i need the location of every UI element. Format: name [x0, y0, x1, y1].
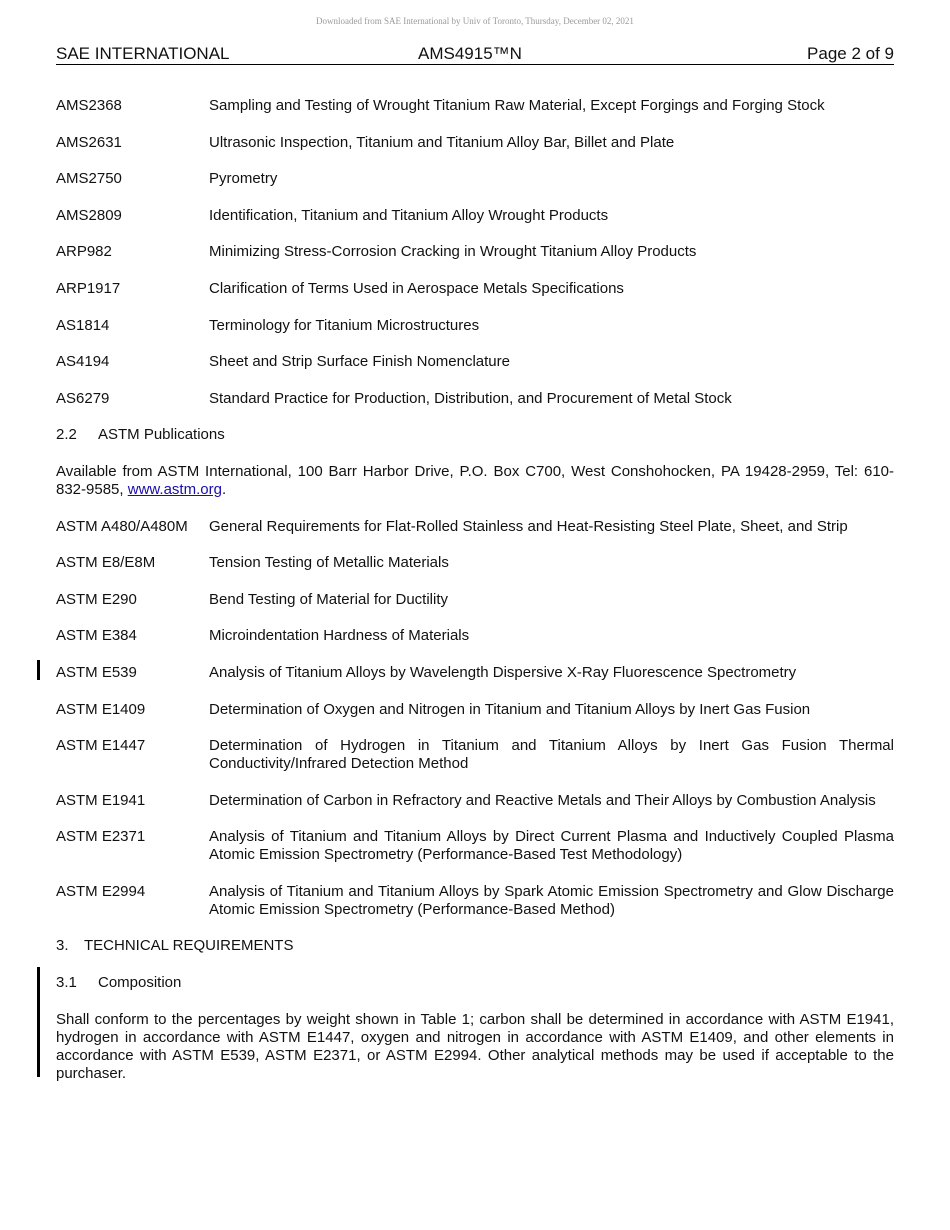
reference-row: [56, 792, 894, 810]
reference-title: Standard Practice for Production, Distribution, and Procurement of Metal Stock: [209, 389, 732, 407]
reference-row: [56, 280, 894, 298]
reference-row: [56, 518, 894, 536]
astm-intro-end: .: [221, 480, 227, 498]
section-title: Composition: [98, 974, 182, 992]
reference-code: AS4194: [56, 353, 110, 371]
reference-title: Bend Testing of Material for Ductility: [209, 590, 448, 608]
reference-code: AS1814: [56, 316, 110, 334]
reference-title: Analysis of Titanium and Titanium Alloys by Direct Current Plasma and Inductively Coupled Plasma Atomic Emission Spectrometry (Performance-Based Test Methodology): [209, 828, 894, 864]
reference-row: [56, 737, 894, 773]
reference-row: [56, 317, 894, 335]
reference-code: ASTM E1941: [56, 791, 146, 809]
reference-row: [56, 243, 894, 261]
section-2-2-heading: [56, 426, 894, 444]
astm-intro-text: Available from ASTM International, 100 Barr Harbor Drive, P.O. Box C700, West Conshohocken, PA 19428-2959, Tel: 610-832-9585,: [56, 462, 894, 498]
change-bar-composition: [37, 967, 40, 1077]
reference-row: [56, 134, 894, 152]
reference-code: ARP982: [56, 243, 112, 261]
reference-row: [56, 353, 894, 371]
section-3-heading: [56, 937, 894, 955]
reference-row: [56, 883, 894, 919]
astm-website-link[interactable]: www.astm.org: [127, 480, 222, 498]
section-number: 3.1: [56, 974, 77, 992]
astm-intro-paragraph: [56, 463, 894, 499]
reference-row: [56, 664, 894, 682]
reference-title: Ultrasonic Inspection, Titanium and Titanium Alloy Bar, Billet and Plate: [209, 133, 675, 151]
reference-code: AS6279: [56, 389, 110, 407]
astm-reference-list: [56, 518, 894, 919]
sae-reference-list: [56, 97, 894, 408]
reference-code: ASTM E8/E8M: [56, 554, 156, 572]
change-bar-e539: [37, 660, 40, 680]
reference-title: Sampling and Testing of Wrought Titanium Raw Material, Except Forgings and Forging Stock: [209, 97, 825, 114]
reference-row: [56, 390, 894, 408]
section-3-1-heading: [56, 974, 894, 992]
reference-code: ASTM E539: [56, 663, 137, 681]
header-spec-number: AMS4915™N: [418, 44, 522, 63]
reference-code: ASTM E290: [56, 590, 137, 608]
reference-title: Clarification of Terms Used in Aerospace Metals Specifications: [209, 279, 624, 297]
reference-row: [56, 828, 894, 864]
reference-title: Tension Testing of Metallic Materials: [209, 554, 449, 572]
reference-row: [56, 627, 894, 645]
reference-code: AMS2631: [56, 133, 122, 151]
reference-title: General Requirements for Flat-Rolled Stainless and Heat-Resisting Steel Plate, Sheet, and Strip: [209, 517, 848, 535]
reference-title: Determination of Oxygen and Nitrogen in Titanium and Titanium Alloys by Inert Gas Fusion: [209, 700, 811, 718]
reference-title: Determination of Carbon in Refractory and Reactive Metals and Their Alloys by Combustion Analysis: [209, 791, 876, 809]
reference-code: ASTM E1447: [56, 737, 146, 755]
section-title: ASTM Publications: [98, 426, 225, 444]
reference-code: ASTM A480/A480M: [56, 517, 188, 535]
reference-title: Minimizing Stress-Corrosion Cracking in Wrought Titanium Alloy Products: [209, 243, 697, 261]
reference-title: Pyrometry: [209, 170, 278, 188]
download-watermark: Downloaded from SAE International by Univ of Toronto, Thursday, December 02, 2021: [316, 16, 634, 26]
reference-code: AMS2368: [56, 97, 122, 114]
reference-title: Analysis of Titanium Alloys by Wavelength Dispersive X-Ray Fluorescence Spectrometry: [209, 663, 797, 681]
reference-code: ASTM E2994: [56, 882, 146, 900]
reference-code: ARP1917: [56, 279, 121, 297]
section-title: TECHNICAL REQUIREMENTS: [84, 937, 294, 955]
reference-title: Determination of Hydrogen in Titanium and Titanium Alloys by Inert Gas Fusion Thermal Conductivity/Infrared Detection Method: [209, 737, 894, 773]
reference-title: Analysis of Titanium and Titanium Alloys by Spark Atomic Emission Spectrometry and Glow Discharge Atomic Emission Spectrometry (Performance-Based Method): [209, 882, 894, 918]
reference-title: Terminology for Titanium Microstructures: [209, 316, 480, 334]
reference-row: [56, 97, 894, 115]
section-number: 2.2: [56, 426, 77, 444]
reference-code: AMS2809: [56, 206, 122, 224]
header-publisher: SAE INTERNATIONAL: [56, 44, 230, 63]
reference-code: ASTM E1409: [56, 700, 146, 718]
section-number: 3.: [56, 937, 69, 955]
page-header: [56, 44, 894, 65]
reference-code: AMS2750: [56, 170, 122, 188]
reference-title: Microindentation Hardness of Materials: [209, 627, 470, 645]
reference-row: [56, 554, 894, 572]
header-page-number: Page 2 of 9: [807, 44, 894, 63]
reference-row: [56, 207, 894, 225]
reference-title: Identification, Titanium and Titanium Alloy Wrought Products: [209, 206, 609, 224]
document-body: [56, 97, 894, 1101]
reference-code: ASTM E384: [56, 627, 137, 645]
reference-row: [56, 591, 894, 609]
reference-code: ASTM E2371: [56, 828, 146, 846]
reference-row: [56, 701, 894, 719]
composition-paragraph: Shall conform to the percentages by weight shown in Table 1; carbon shall be determined in accordance with ASTM E1941, hydrogen in accordance with ASTM E1447, oxygen and nitrogen in accordance with ASTM E1409, and other elements in accordance with ASTM E539, ASTM E2371, or ASTM E2994. Other analytical methods may be used if acceptable to the purchaser.: [56, 1010, 894, 1082]
reference-title: Sheet and Strip Surface Finish Nomenclature: [209, 353, 510, 371]
reference-row: [56, 170, 894, 188]
